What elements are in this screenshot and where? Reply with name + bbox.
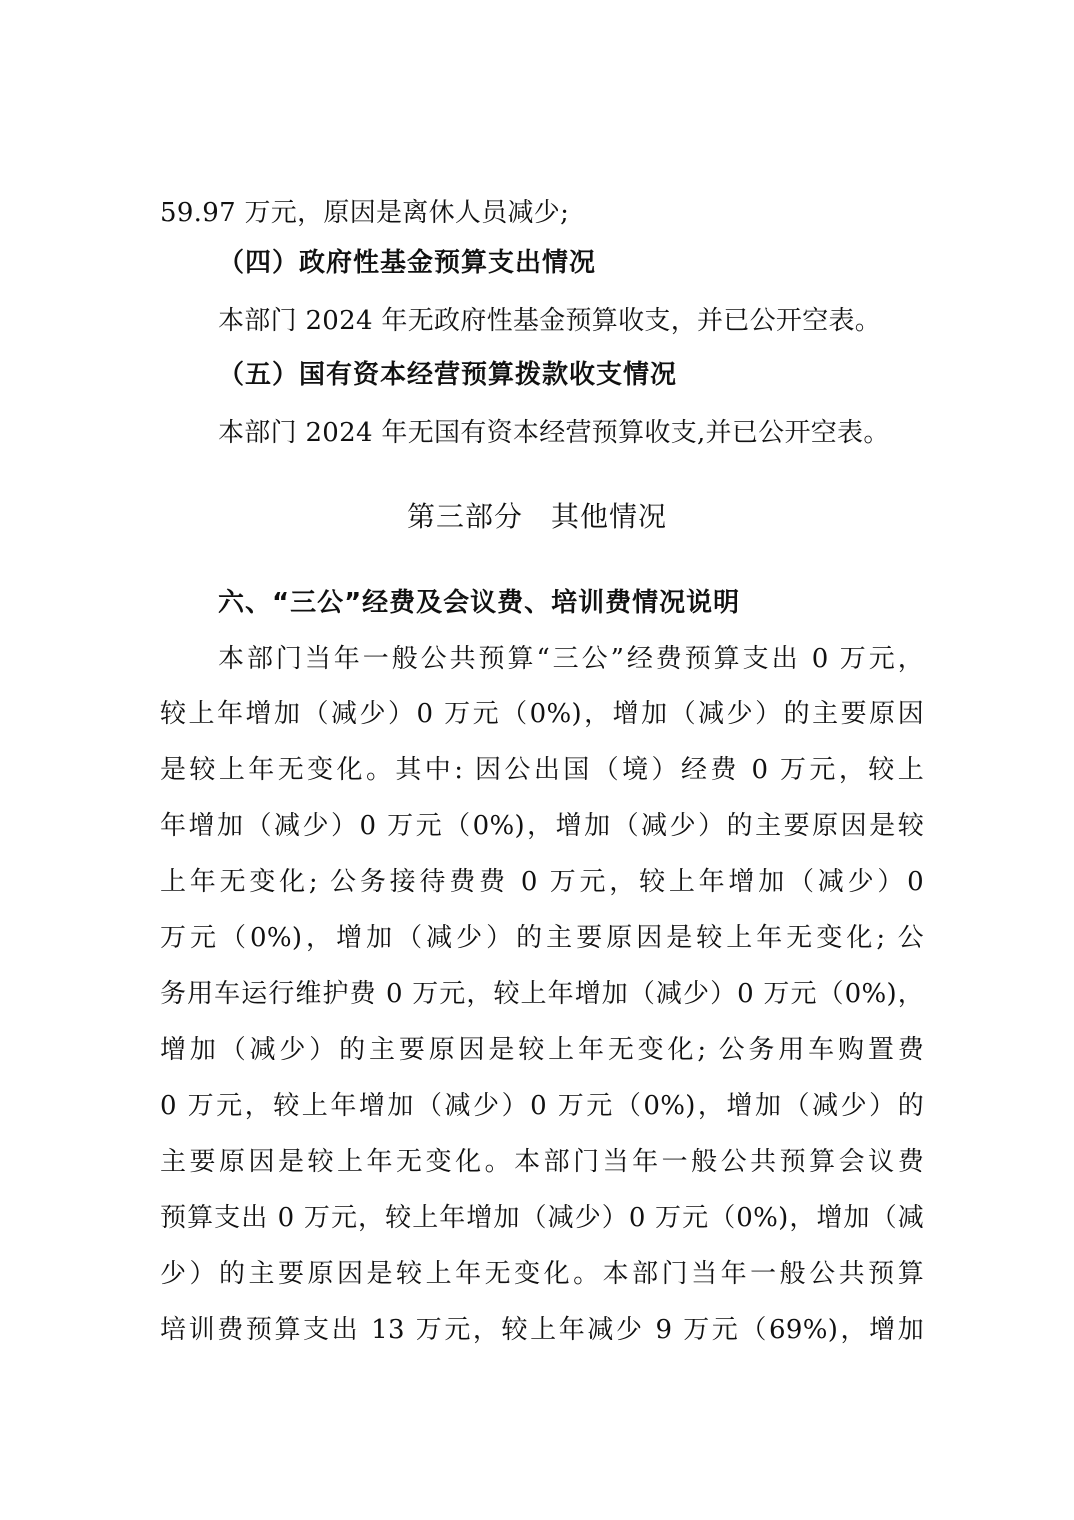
body-line: 较上年增加（减少）0 万元（0%)，增加（减少）的主要原因: [160, 699, 924, 729]
body-line: 年增加（减少）0 万元（0%)，增加（减少）的主要原因是较: [160, 811, 924, 841]
body-line: 培训费预算支出 13 万元，较上年减少 9 万元（69%)，增加: [160, 1315, 924, 1345]
body-line: 本部门 2024 年无国有资本经营预算收支,并已公开空表。: [218, 418, 890, 448]
part-title-number: 第三部分: [406, 500, 523, 533]
body-line: 上年无变化; 公务接待费费 0 万元，较上年增加（减少）0: [160, 867, 924, 897]
body-line: 59.97 万元，原因是离休人员减少;: [160, 198, 570, 228]
section-heading-government-fund: （四）政府性基金预算支出情况: [218, 248, 597, 278]
body-line: 本部门 2024 年无政府性基金预算收支，并已公开空表。: [218, 306, 882, 336]
part-title: [0, 498, 1074, 536]
part-title-name: 其他情况: [551, 500, 668, 533]
body-line: 0 万元，较上年增加（减少）0 万元（0%)，增加（减少）的: [160, 1091, 924, 1121]
body-line: 万元（0%)，增加（减少）的主要原因是较上年无变化; 公: [160, 923, 924, 953]
section-heading-three-public: 六、“三公”经费及会议费、培训费情况说明: [218, 588, 741, 618]
body-line: 本部门当年一般公共预算“三公”经费预算支出 0 万元，: [218, 644, 924, 674]
body-line: 增加（减少）的主要原因是较上年无变化; 公务用车购置费: [160, 1035, 924, 1065]
body-line: 主要原因是较上年无变化。本部门当年一般公共预算会议费: [160, 1147, 924, 1177]
section-heading-state-capital: （五）国有资本经营预算拨款收支情况: [218, 360, 678, 390]
body-line: 务用车运行维护费 0 万元，较上年增加（减少）0 万元（0%)，: [160, 979, 924, 1009]
body-line: 少）的主要原因是较上年无变化。本部门当年一般公共预算: [160, 1259, 924, 1289]
body-line: 是较上年无变化。其中: 因公出国（境）经费 0 万元，较上: [160, 755, 924, 785]
body-line: 预算支出 0 万元，较上年增加（减少）0 万元（0%)，增加（减: [160, 1203, 924, 1233]
